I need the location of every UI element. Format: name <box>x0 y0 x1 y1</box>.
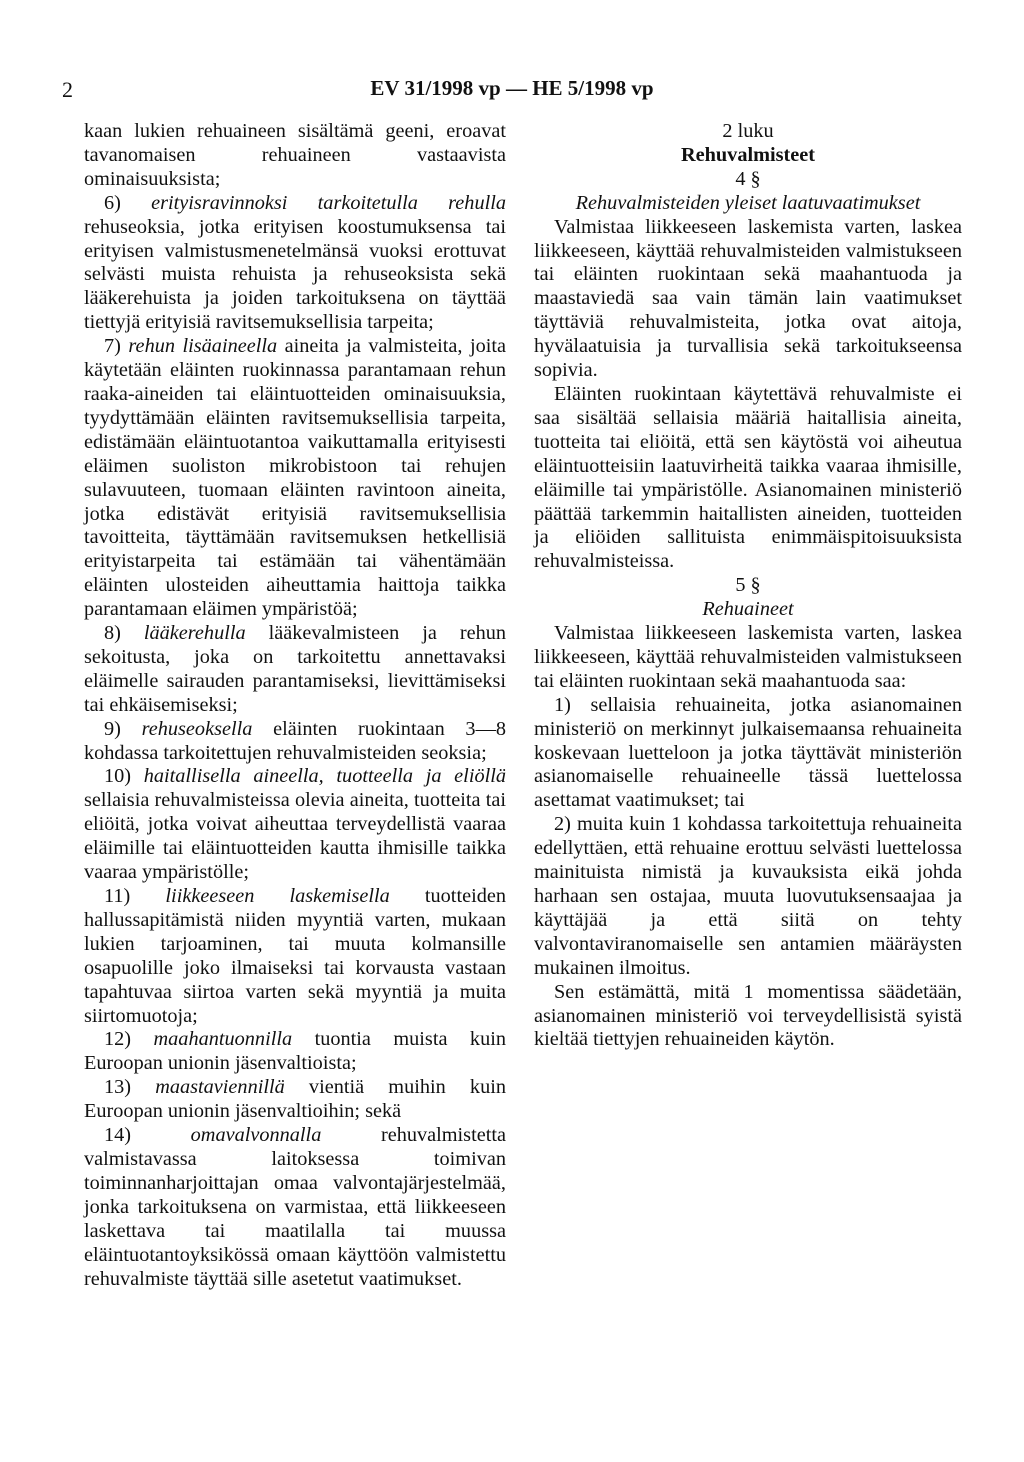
definition-number: 7) <box>104 335 129 358</box>
section-5-item-2: 2) muita kuin 1 kohdassa tarkoitettuja rehuaineita edellyttäen, että rehuaine erottuu selvästi luettelossa mainituista nimistä ja kuvauksista eikä johda harhaan sen ostajaa, muuta luovutuksensaajaa ja käyttäjää ja että siitä on tehty valvontaviranomaiselle sen antamien määräysten mukainen ilmoitus. <box>534 813 962 979</box>
definition-9 <box>84 718 506 766</box>
definition-number: 13) <box>104 1076 156 1099</box>
running-head: EV 31/1998 vp — HE 5/1998 vp <box>370 76 654 100</box>
definition-term: haitallisella aineella, tuotteella ja eliöllä <box>143 765 507 788</box>
definition-text: rehuvalmistetta valmistavassa laitoksessa toimivan toiminnanharjoittajan omaa valvontajärjestelmää, jonka tarkoituksena on varmistaa, että liikkeeseen laskettava tai maatilalla tai muussa eläintuotantoyksikössä omaan käyttöön valmistettu rehuvalmiste täyttää sille asetetut vaatimukset. <box>84 1124 506 1290</box>
definition-text: tuontia muista kuin Euroopan unionin jäsenvaltioista; <box>84 1028 506 1075</box>
definition-term: maahantuonnilla <box>153 1028 293 1051</box>
section-5-paragraph-2: Sen estämättä, mitä 1 momentissa säädetään, asianomainen ministeriö voi terveydellisistä syistä kieltää tiettyjen rehuaineiden käytön. <box>534 980 962 1051</box>
definition-text: sellaisia rehuvalmisteissa olevia aineita, tuotteita tai eliöitä, jotka voivat aiheuttaa terveydellistä vaaraa eläimille tai eläintuotteiden kautta ihmisille taikka vaaraa ympäristölle; <box>84 789 506 884</box>
definition-number: 9) <box>104 717 142 740</box>
section-5-title: Rehuaineet <box>702 598 794 621</box>
definition-text: tuotteiden hallussapitämistä niiden myyntiä varten, mukaan lukien tarjoaminen, tai muuta kolmansille osapuolille joko ilmaiseksi tai korvausta vastaan tapahtuvaa siirtoa varten sekä myyntiä ja muita siirtomuotoja; <box>84 885 506 1027</box>
chapter-heading: 2 luku <box>722 120 774 142</box>
section-5-item-1: 1) sellaisia rehuaineita, jotka asianomainen ministeriö on merkinnyt julkaisemaansa rehuaineita koskevaan luetteloon ja jotka täyttävät ministeriön asianomaiselle rehuaineelle tässä luettelossa asettamat vaatimukset; tai <box>534 693 962 812</box>
chapter-title: Rehuvalmisteet <box>680 143 816 166</box>
definition-term: lääkerehulla <box>143 622 246 645</box>
definition-term: omavalvonnalla <box>190 1124 322 1147</box>
left-column <box>84 120 506 1291</box>
definition-7 <box>84 335 506 622</box>
definition-number: 12) <box>104 1028 154 1051</box>
definition-11 <box>84 885 506 1028</box>
definition-text: vientiä muihin kuin Euroopan unionin jäsenvaltioihin; sekä <box>84 1076 506 1123</box>
paragraph-continuation: kaan lukien rehuaineen sisältämä geeni, eroavat tavanomaisen rehuaineen vastaavista ominaisuuksista; <box>84 120 506 190</box>
section-4-paragraph-2: Eläinten ruokintaan käytettävä rehuvalmiste ei saa sisältää sellaisia määriä haitallisia aineita, tuotteita tai eliöitä, että sen käytöstä voi aiheutua eläintuotteisiin laatuvirheitä taikka vaaraa ihmisille, eläimille tai ympäristölle. Asianomainen ministeriö päättää tarkemmin haitallisten aineiden, tuotteiden ja eliöiden sallituista enimmäispitoisuuksista rehuvalmisteissa. <box>534 382 962 573</box>
section-4-title: Rehuvalmisteiden yleiset laatuvaatimukset <box>575 191 921 214</box>
definition-term: erityisravinnoksi tarkoitetulla rehulla <box>151 191 506 214</box>
section-5-heading: 5 § <box>735 574 761 597</box>
definition-6 <box>84 192 506 335</box>
definition-text: lääkevalmisteen ja rehun sekoitusta, joka on tarkoitettu annettavaksi eläimelle sairauden parantamiseksi, lievittämiseksi tai ehkäisemiseksi; <box>84 622 507 716</box>
section-5-paragraph-1: Valmistaa liikkeeseen laskemista varten, laskea liikkeeseen, käyttää rehuvalmisteiden valmistukseen tai eläinten ruokintaan sekä maahantuoda saa: <box>534 622 962 692</box>
page-number: 2 <box>62 77 73 102</box>
definition-number: 10) <box>104 765 144 788</box>
definition-number: 6) <box>104 191 152 214</box>
definition-12 <box>84 1028 506 1076</box>
definition-term: maastaviennillä <box>155 1076 285 1099</box>
definition-text: eläinten ruokintaan 3—8 kohdassa tarkoitettujen rehuvalmisteiden seoksia; <box>84 717 506 764</box>
right-column <box>534 120 962 1052</box>
definition-text: aineita ja valmisteita, joita käytetään eläinten ruokinnassa parantamaan rehun raaka-aineiden tai eläintuotteiden ominaisuuksia, tyydyttämään eläinten ravitsemuksellisia tarpeita, edistämään eläintuotantoa vaikuttamalla erityisesti eläimen suoliston mikrobistoon tai rehujen sulavuuteen, tuomaan eläinten ravintoon aineita, jotka edistävät erityisiä ravitsemuksellisia tavoitteita, täyttämään ravitsemuksen hetkellisiä erityistarpeita tai estämään tai vähentämään eläinten ulosteiden aiheuttamia haittoja taikka parantamaan eläimen ympäristöä; <box>84 335 506 621</box>
definition-text: rehuseoksia, jotka erityisen koostumuksensa tai erityisen valmistusmenetelmänsä vuoksi erottuvat selvästi muista rehuista ja rehuseoksista sekä lääkerehuista ja joiden tarkoituksena on täyttää tiettyjä erityisiä ravitsemuksellisia tarpeita; <box>84 215 506 334</box>
definition-term: liikkeeseen laskemisella <box>165 885 390 907</box>
definition-8 <box>84 622 506 718</box>
definition-number: 8) <box>104 622 144 645</box>
definition-number: 14) <box>104 1124 191 1147</box>
section-4-heading: 4 § <box>735 167 761 190</box>
section-4-paragraph-1: Valmistaa liikkeeseen laskemista varten, laskea liikkeeseen, käyttää rehuvalmisteiden valmistukseen tai eläinten ruokintaan sekä maahantuoda ja maastaviedä saa vain tämän lain vaatimukset täyttäviä rehuvalmisteita, jotka ovat aitoja, hyvälaatuisia ja turvallisia sekä tarkoitukseensa sopivia. <box>534 215 962 382</box>
definition-13 <box>84 1076 506 1124</box>
definition-14 <box>84 1124 506 1291</box>
definition-term: rehuseoksella <box>141 717 253 740</box>
definition-number: 11) <box>104 885 166 907</box>
definition-10 <box>84 765 506 885</box>
definition-term: rehun lisäaineella <box>128 335 278 358</box>
